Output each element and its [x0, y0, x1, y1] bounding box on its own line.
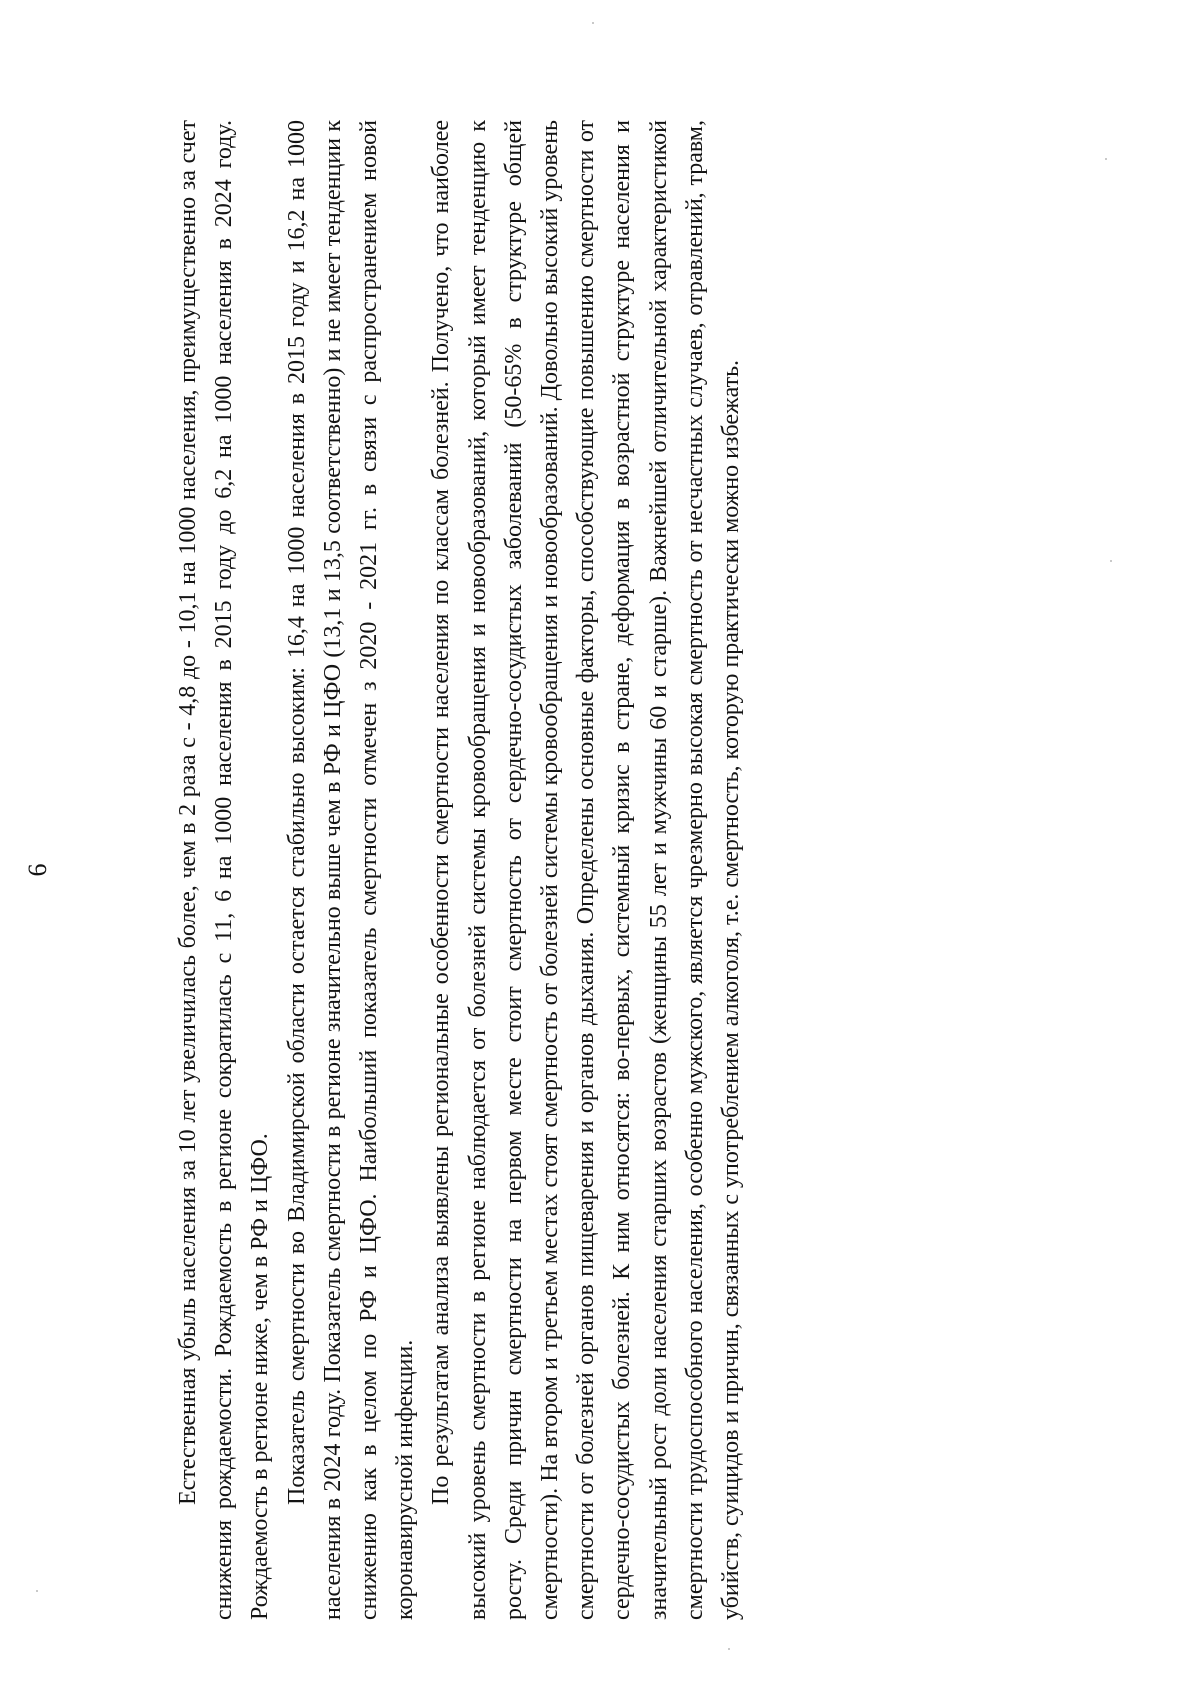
- paragraph-natural-decrease: Естественная убыль населения за 10 лет увеличилась более, чем в 2 раза с - 4,8 до - 10,1 на 1000 населения, преимущественно за счет снижения рождаемости. Рождаемость в регионе сократилась с 11, 6 на 1000 населения в 2015 году до 6,2 на 1000 населения в 2024 году. Рождаемость в регионе ниже, чем в РФ и ЦФО.: [175, 120, 274, 1620]
- scan-speck: [1110, 560, 1112, 562]
- scan-speck: [36, 1590, 38, 1592]
- rotated-content: [23, 120, 830, 1620]
- page-number: 6: [23, 863, 52, 877]
- scan-speck: [592, 22, 594, 24]
- scan-speck: [1105, 158, 1107, 160]
- paragraph-mortality-causes: По результатам анализа выявлены региональные особенности смертности населения по классам болезней. Получено, что наиболее высокий уровень смертности в регионе наблюдается от болезней системы кровообращения и новообразований, который имеет тенденцию к росту. Среди причин смертности на первом месте стоит смертность от сердечно-сосудистых заболеваний (50-65% в структуре общей смертности). На втором и третьем местах стоят смертность от болезней системы кровообращения и новообразований. Довольно высокий уровень смертности от болезней органов пищеварения и органов дыхания. Определены основные факторы, способствующие повышению смертности от сердечно-сосудистых болезней. К ним относятся: во-первых, системный кризис в стране, деформация в возрастной структуре населения и значительный рост доли населения старших возрастов (женщины 55 лет и мужчины 60 и старше). Важнейшей отличительной характеристикой смертности трудоспособного населения, особенно мужского, является чрезмерно высокая смертность от несчастных случаев, отравлений, травм, убийств, суицидов и причин, связанных с употреблением алкоголя, т.е. смертность, которую практически можно избежать.: [428, 120, 745, 1620]
- paragraph-mortality-rate: Показатель смертности во Владимирской области остается стабильно высоким: 16,4 на 1000 населения в 2015 году и 16,2 на 1000 населения в 2024 году. Показатель смертности в регионе значительно выше чем в РФ и ЦФО (13,1 и 13,5 соответственно) и не имеет тенденции к снижению как в целом по РФ и ЦФО. Наибольший показатель смертности отмечен з 2020 - 2021 гг. в связи с распространением новой коронавирусной инфекции.: [283, 120, 419, 1620]
- body-text: [170, 120, 749, 1620]
- scan-speck: [728, 1648, 730, 1650]
